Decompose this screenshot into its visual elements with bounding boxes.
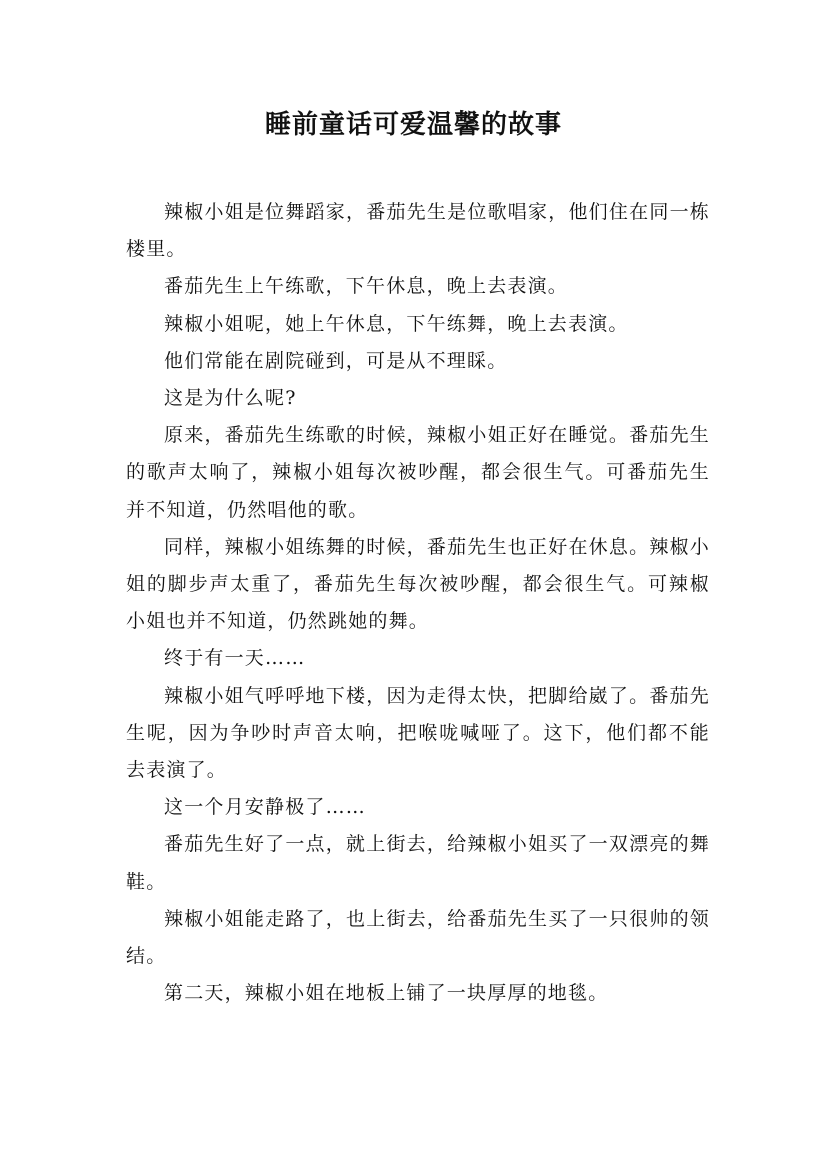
- paragraph: 同样，辣椒小姐练舞的时候，番茄先生也正好在休息。辣椒小姐的脚步声太重了，番茄先生每次被吵醒，都会很生气。可辣椒小姐也并不知道，仍然跳她的舞。: [126, 535, 710, 633]
- paragraph: 辣椒小姐是位舞蹈家，番茄先生是位歌唱家，他们住在同一栋楼里。: [126, 201, 710, 261]
- paragraph: 番茄先生好了一点，就上街去，给辣椒小姐买了一双漂亮的舞鞋。: [126, 833, 710, 893]
- paragraph: 终于有一天……: [164, 647, 306, 670]
- paragraph: 辣椒小姐呢，她上午休息，下午练舞，晚上去表演。: [164, 312, 629, 335]
- document-body: [126, 194, 710, 1012]
- paragraph: 这是为什么呢?: [164, 387, 297, 410]
- paragraph: 这一个月安静极了……: [164, 796, 367, 819]
- paragraph: 辣椒小姐能走路了，也上街去，给番茄先生买了一只很帅的领结。: [126, 907, 710, 968]
- document-title: 睡前童话可爱温馨的故事: [264, 110, 562, 140]
- paragraph: 辣椒小姐气呼呼地下楼，因为走得太快，把脚给崴了。番茄先生呢，因为争吵时声音太响，把喉咙喊哑了。这下，他们都不能去表演了。: [126, 684, 710, 782]
- paragraph: 原来，番茄先生练歌的时候，辣椒小姐正好在睡觉。番茄先生的歌声太响了，辣椒小姐每次被吵醒，都会很生气。可番茄先生并不知道，仍然唱他的歌。: [126, 424, 710, 521]
- paragraph: 第二天，辣椒小姐在地板上铺了一块厚厚的地毯。: [164, 982, 609, 1005]
- paragraph: 番茄先生上午练歌，下午休息，晚上去表演。: [164, 275, 569, 298]
- paragraph: 他们常能在剧院碰到，可是从不理睬。: [164, 349, 508, 372]
